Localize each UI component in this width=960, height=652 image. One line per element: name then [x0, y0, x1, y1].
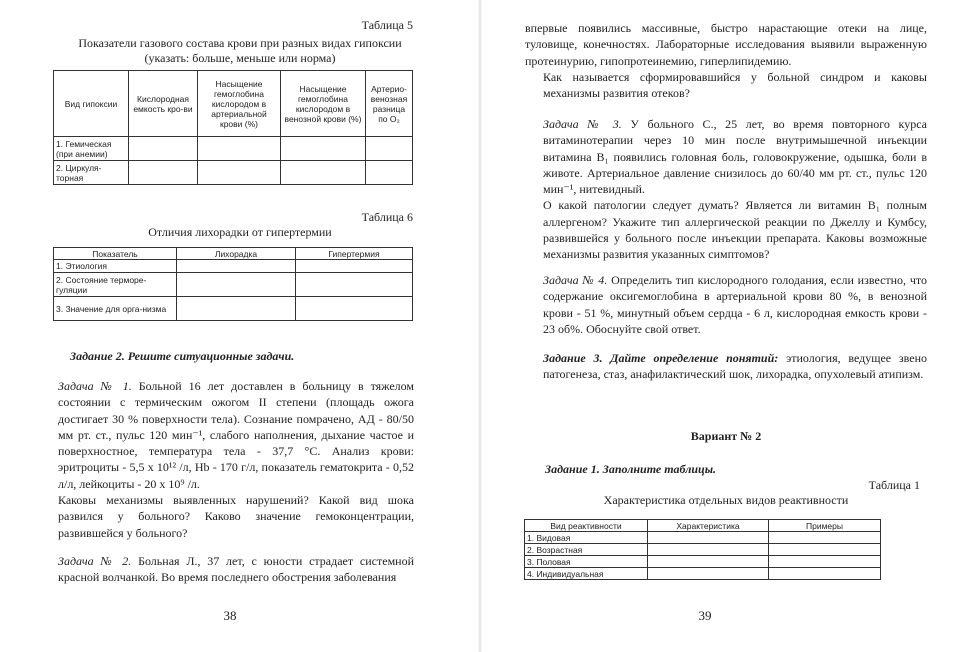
problem3-text: Задача № 3. У больного С., 25 лет, во время повторного курса витаминотерапии через 10 мин после внутримышечной инъекции витамина В₁ появились головная боль, головокружение, одышка, боли в животе. Артериальное давление снизилось до 60/40 мм рт. ст., пульс 120 мин⁻¹, нитевидный.: [543, 117, 927, 197]
table1-row-label: 1. Видовая: [525, 532, 648, 544]
problem4: [525, 272, 927, 337]
table6-row-label: 1. Этиология: [54, 260, 177, 273]
table1-cell: [648, 544, 769, 556]
table1-row-label: 3. Половая: [525, 556, 648, 568]
table6-header: Показатель: [54, 248, 177, 260]
table5-header: Насыщение гемоглобина кислородом в венозной крови (%): [281, 71, 366, 137]
table1-cell: [648, 532, 769, 544]
problem1: [40, 378, 414, 541]
table5-cell: [366, 161, 413, 185]
problem2-label: Задача № 2.: [58, 554, 132, 568]
problem4-label: Задача № 4.: [543, 273, 608, 287]
table6-cell: [177, 297, 296, 321]
problem3-question: О какой патологии следует думать? Является ли витамин В₁ полным аллергеном? Укажите тип аллергической реакции по Джеллу и Кумбсу, развившейся у больного после инъекции препарата. Каковы возможные механизмы развития указанных симптомов?: [543, 198, 927, 262]
table6-header: Гипертермия: [296, 248, 413, 260]
table1-header-row: [525, 520, 881, 532]
table6-cell: [177, 260, 296, 273]
task1-heading: Задание 1. Заполните таблицы.: [545, 462, 717, 476]
table5-header-row: [54, 71, 413, 137]
table1-header: Вид реактивности: [525, 520, 648, 532]
table6-header: Лихорадка: [177, 248, 296, 260]
table-row: [54, 161, 413, 185]
table1-cell: [648, 568, 769, 580]
table5: [53, 70, 413, 185]
table5-cell: [281, 137, 366, 161]
table1-header: Примеры: [769, 520, 881, 532]
table-row: [525, 544, 881, 556]
problem1-label: Задача № 1.: [58, 379, 132, 393]
table6-cell: [177, 273, 296, 297]
table5-row-label: 1. Гемическая (при анемии): [54, 137, 129, 161]
page-right: [480, 0, 960, 652]
table5-title: Показатели газового состава крови при разных видах гипоксии (указать: больше, меньше или норма): [78, 36, 402, 65]
problem2: [40, 553, 414, 586]
table5-cell: [129, 161, 198, 185]
variant-heading: Вариант № 2: [690, 429, 762, 443]
table6-cell: [296, 273, 413, 297]
page-number: 38: [223, 608, 237, 623]
task3: [525, 350, 927, 383]
table-row: [54, 297, 413, 321]
table5-header: Кислородная емкость кро-ви: [129, 71, 198, 137]
problem1-question: Каковы механизмы выявленных нарушений? Какой вид шока развился у больного? Каково значение гемоконцентрации, развившейся у больного?: [58, 493, 414, 540]
table-row: [525, 568, 881, 580]
table6-cell: [296, 260, 413, 273]
table1-header: Характеристика: [648, 520, 769, 532]
table5-header: Вид гипоксии: [54, 71, 129, 137]
table5-row-label: 2. Циркуля-торная: [54, 161, 129, 185]
table5-cell: [198, 161, 281, 185]
table6-cell: [296, 297, 413, 321]
table5-header: Насыщение гемоглобина кислородом в артериальной крови (%): [198, 71, 281, 137]
table6-row-label: 2. Состояние терморе-гуляции: [54, 273, 177, 297]
table5-caption: Таблица 5: [361, 18, 413, 32]
problem1-text: Задача № 1. Больной 16 лет доставлен в больницу в тяжелом состоянии с термическим ожогом II степени (площадь ожога достигает 30 % поверхности тела). Сознание помрачено, АД - 80/50 мм рт. ст., пульс 120 мин⁻¹, слабого наполнения, дыхание частое и поверхностное, температура тела - 37,7 °С. Анализ крови: эритроциты - 5,5 х 10¹² /л, Hb - 170 г/л, показатель гематокрита - 0,52 л/л, лейкоциты - 20 х 10⁹ /л.: [58, 379, 415, 491]
problem3-label: Задача № 3.: [543, 117, 622, 131]
task3-label: Задание 3. Дайте определение понятий:: [543, 351, 779, 365]
table-row: [525, 556, 881, 568]
table1-caption: Таблица 1: [868, 478, 920, 492]
table1: [524, 519, 881, 580]
table1-cell: [648, 556, 769, 568]
table1-row-label: 2. Возрастная: [525, 544, 648, 556]
table5-cell: [129, 137, 198, 161]
table6-row-label: 3. Значение для орга-низма: [54, 297, 177, 321]
table1-title: Характеристика отдельных видов реактивности: [603, 493, 849, 507]
table1-row-label: 4. Индивидуальная: [525, 568, 648, 580]
table-row: [54, 137, 413, 161]
task2-heading: Задание 2. Решите ситуационные задачи.: [70, 349, 295, 363]
table6-caption: Таблица 6: [361, 210, 413, 224]
problem3: [525, 116, 927, 263]
table-row: [54, 260, 413, 273]
table6-header-row: [54, 248, 413, 260]
problem2-continued: [525, 20, 927, 101]
problem4-text: Задача № 4. Определить тип кислородного голодания, если известно, что содержание оксигемоглобина в артериальной крови 80 %, в венозной крови - 51 %, минутный объем сердца - 6 л, кислородная емкость крови - 23 об%. Обоснуйте свой ответ.: [543, 273, 927, 336]
table5-cell: [281, 161, 366, 185]
table1-cell: [769, 556, 881, 568]
table5-header: Артерио-венозная разница по О₂: [366, 71, 413, 137]
table1-cell: [769, 568, 881, 580]
problem2-continued-text: впервые появились массивные, быстро нарастающие отеки на лице, туловище, конечностях. Лабораторные исследования выявили выраженную протеинурию, гипопротеинемию, гиперлипидемию.: [525, 21, 927, 68]
table-row: [54, 273, 413, 297]
table-row: [525, 532, 881, 544]
problem2-text: Задача № 2. Больная Л., 37 лет, с юности страдает системной красной волчанкой. Во время последнего обострения заболевания: [58, 554, 415, 585]
table6: [53, 247, 413, 321]
table5-cell: [366, 137, 413, 161]
table1-cell: [769, 544, 881, 556]
table5-cell: [198, 137, 281, 161]
page-number: 39: [698, 608, 712, 623]
problem2-question: Как называется сформировавшийся у больной синдром и каковы механизмы развития отеков?: [543, 69, 927, 101]
task3-text: этиология, ведущее звено патогенеза, стаз, анафилактический шок, лихорадка, опухолевый атипизм.: [543, 351, 928, 382]
table6-title: Отличия лихорадки от гипертермии: [148, 225, 332, 239]
table1-cell: [769, 532, 881, 544]
